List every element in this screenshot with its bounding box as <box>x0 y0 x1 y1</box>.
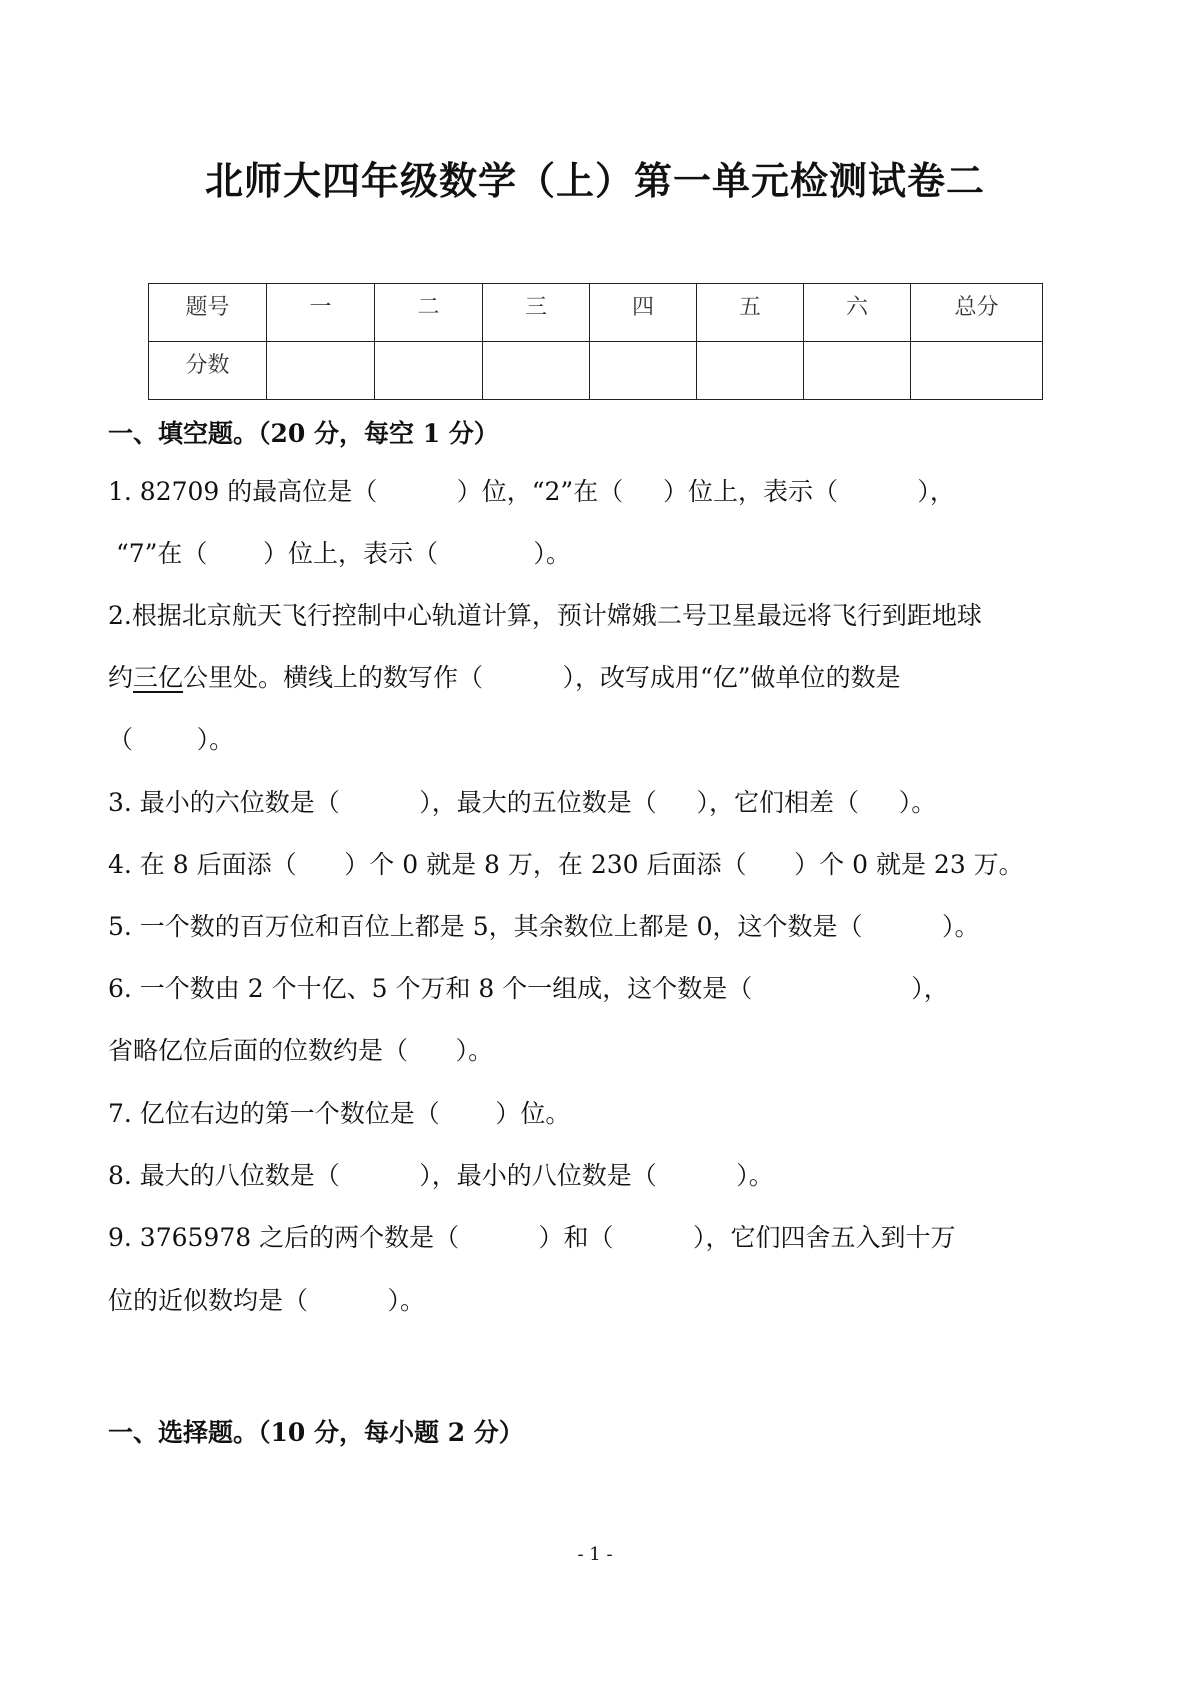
question-7: 7. 亿位右边的第一个数位是（ ）位。 <box>108 1099 571 1128</box>
score-table-header-row <box>149 284 1043 342</box>
header-cell: 六 <box>804 284 911 342</box>
score-cell <box>483 342 590 400</box>
question-2-line-2 <box>108 663 901 693</box>
header-cell: 三 <box>483 284 590 342</box>
row-label: 分数 <box>149 342 267 400</box>
question-6-line-1: 6. 一个数由 2 个十亿、5 个万和 8 个一组成，这个数是（ ）， <box>108 974 949 1003</box>
question-2-line-3: （ ）。 <box>108 725 235 754</box>
question-4: 4. 在 8 后面添（ ）个 0 就是 8 万，在 230 后面添（ ）个 0 就是 23 万。 <box>108 850 1024 879</box>
header-cell: 四 <box>590 284 697 342</box>
section-heading-fill-in: 一、填空题。（20 分，每空 1 分） <box>108 419 499 448</box>
section-heading-multiple-choice: 一、选择题。（10 分，每小题 2 分） <box>108 1418 524 1447</box>
question-1-line-1: 1. 82709 的最高位是（ ）位，“2”在（ ）位上，表示（ ）， <box>108 477 955 506</box>
score-cell <box>697 342 804 400</box>
question-5: 5. 一个数的百万位和百位上都是 5，其余数位上都是 0，这个数是（ ）。 <box>108 912 980 941</box>
score-cell <box>911 342 1043 400</box>
question-3: 3. 最小的六位数是（ ），最大的五位数是（ ），它们相差（ ）。 <box>108 788 937 817</box>
score-table <box>148 283 1043 400</box>
score-cell <box>267 342 375 400</box>
question-8: 8. 最大的八位数是（ ），最小的八位数是（ ）。 <box>108 1161 774 1190</box>
page-title: 北师大四年级数学（上）第一单元检测试卷二 <box>204 158 985 203</box>
header-cell: 总分 <box>911 284 1043 342</box>
score-table-score-row <box>149 342 1043 400</box>
question-1-line-2: “7”在（ ）位上，表示（ ）。 <box>108 539 571 568</box>
question-9-line-1: 9. 3765978 之后的两个数是（ ）和（ ），它们四舍五入到十万 <box>108 1223 956 1252</box>
q2-suffix: 公里处。横线上的数写作（ ），改写成用“亿”做单位的数是 <box>183 663 901 692</box>
header-cell: 题号 <box>149 284 267 342</box>
header-cell: 一 <box>267 284 375 342</box>
question-2-line-1: 2.根据北京航天飞行控制中心轨道计算，预计嫦娥二号卫星最远将飞行到距地球 <box>108 601 982 630</box>
header-cell: 五 <box>697 284 804 342</box>
score-cell <box>590 342 697 400</box>
page-number: - 1 - <box>577 1544 613 1565</box>
score-cell <box>375 342 483 400</box>
question-9-line-2: 位的近似数均是（ ）。 <box>108 1286 425 1315</box>
score-cell <box>804 342 911 400</box>
q2-underlined-number: 三亿 <box>133 663 184 692</box>
header-cell: 二 <box>375 284 483 342</box>
q2-prefix: 约 <box>108 663 134 692</box>
question-6-line-2: 省略亿位后面的位数约是（ ）。 <box>108 1036 494 1065</box>
